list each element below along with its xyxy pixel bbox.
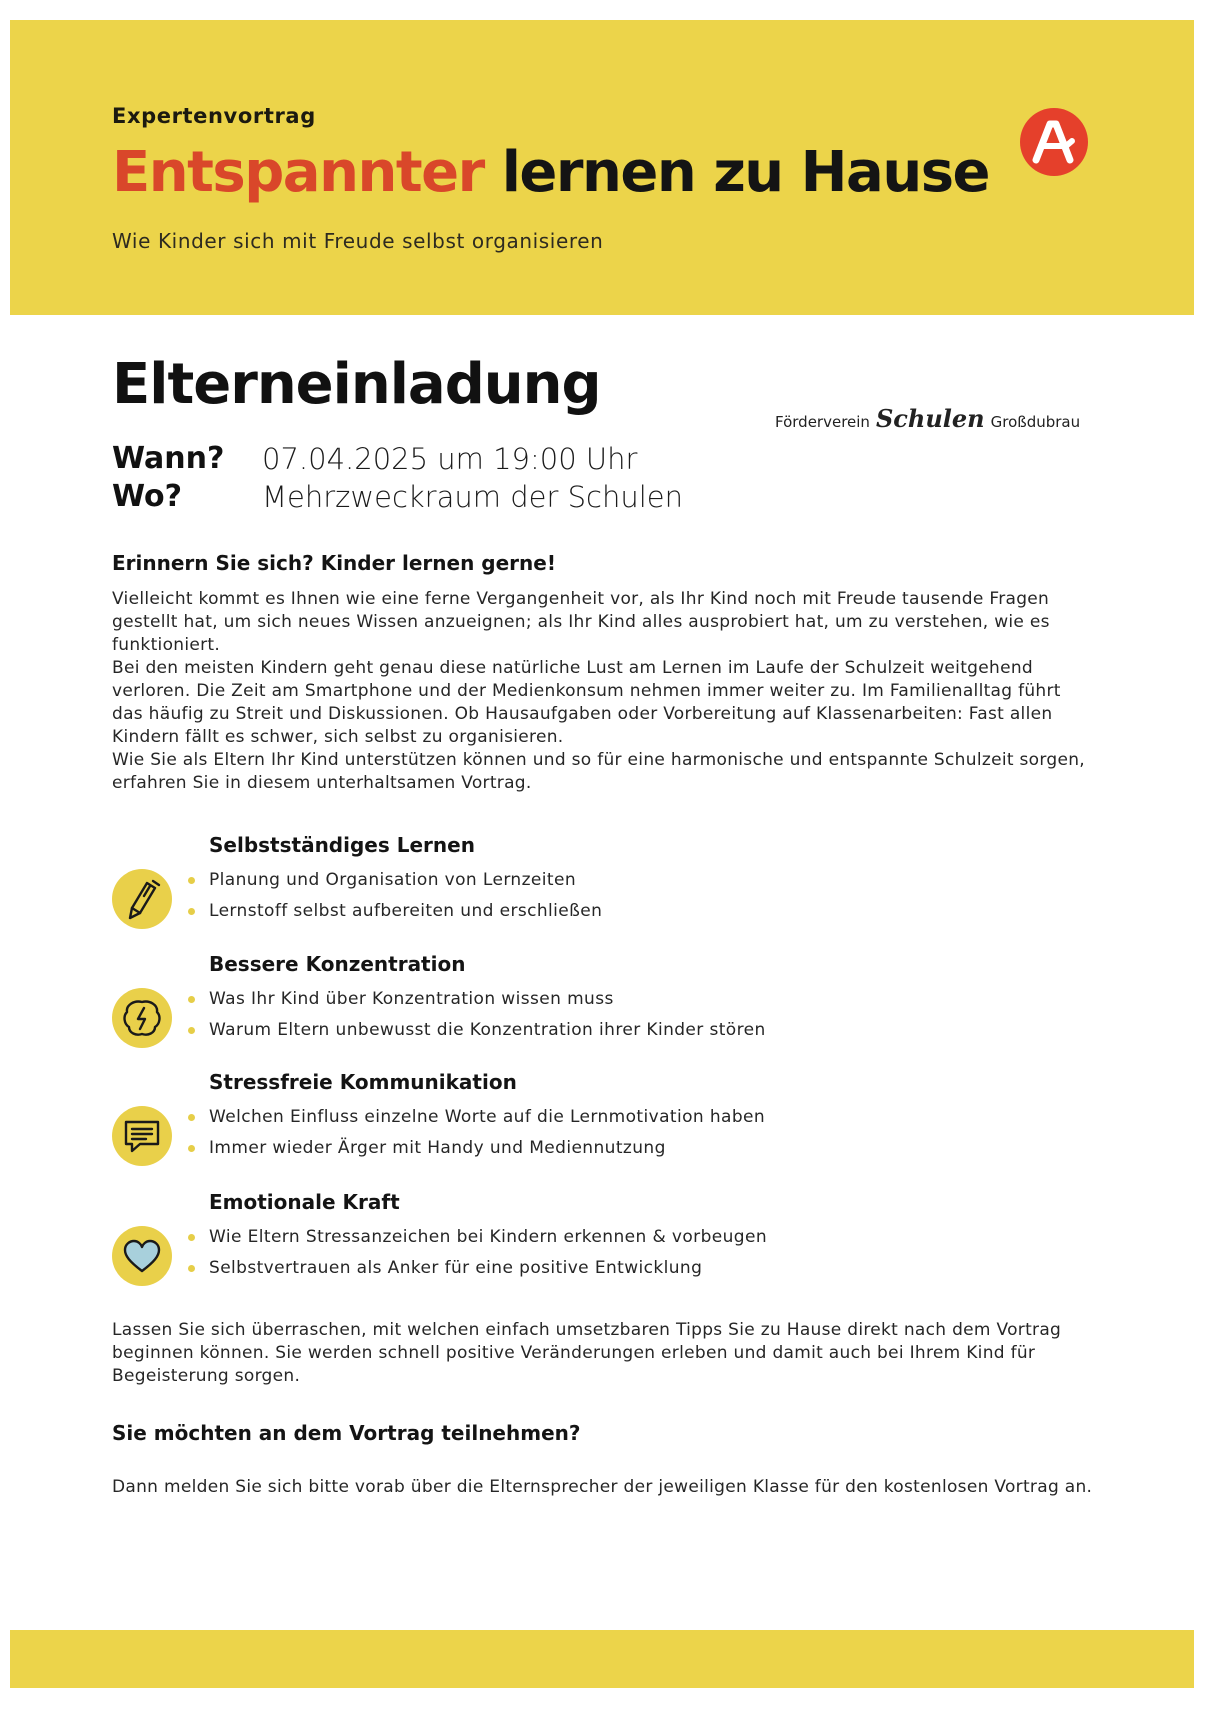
topic-title: Bessere Konzentration xyxy=(209,952,466,976)
list-item: Planung und Organisation von Lernzeiten xyxy=(188,866,602,897)
association-name xyxy=(775,404,1080,433)
bullet-icon xyxy=(188,1027,195,1034)
topic-title: Selbstständiges Lernen xyxy=(209,833,475,857)
where-label: Wo? xyxy=(112,479,183,514)
list-item: Immer wieder Ärger mit Handy und Mediennutzung xyxy=(188,1134,765,1165)
association-post: Großdubrau xyxy=(990,413,1081,431)
invitation-heading: Elterneinladung xyxy=(112,352,601,417)
title-rest: lernen zu Hause xyxy=(501,140,989,205)
intro-paragraph: Vielleicht kommt es Ihnen wie eine ferne Vergangenheit vor, als Ihr Kind noch mit Freude tausende Fragen gestellt hat, um sich neues Wissen anzueignen; als Ihr Kind alles ausprobiert hat, um zu verstehen, wie es funktioniert. xyxy=(112,589,1050,655)
page-title xyxy=(112,138,989,208)
list-item: Was Ihr Kind über Konzentration wissen muss xyxy=(188,985,766,1016)
al-logo-icon xyxy=(1020,108,1088,176)
list-item: Wie Eltern Stressanzeichen bei Kindern erkennen & vorbeugen xyxy=(188,1223,767,1254)
bullet-icon xyxy=(188,1145,195,1152)
brain-icon xyxy=(112,988,172,1048)
title-accent: Entspannter xyxy=(112,140,484,205)
bullet-icon xyxy=(188,1114,195,1121)
pen-icon xyxy=(112,869,172,929)
topic-title: Emotionale Kraft xyxy=(209,1190,400,1214)
list-item: Lernstoff selbst aufbereiten und erschließen xyxy=(188,897,602,928)
intro-paragraph: Wie Sie als Eltern Ihr Kind unterstützen können und so für eine harmonische und entspannte Schulzeit sorgen, erfahren Sie in diesem unterhaltsamen Vortrag. xyxy=(112,750,1085,793)
where-value: Mehrzweckraum der Schulen xyxy=(262,480,684,514)
intro-paragraph: Bei den meisten Kindern geht genau diese natürliche Lust am Lernen im Laufe der Schulzeit weitgehend verloren. Die Zeit am Smartphone und der Medienkonsum nehmen immer weiter zu. Im Familienalltag führt das häufig zu Streit und Diskussionen. Ob Hausaufgaben oder Vorbereitung auf Klassenarbeiten: Fast allen Kindern fällt es schwer, sich selbst zu organisieren. xyxy=(112,658,1061,747)
when-label: Wann? xyxy=(112,441,225,476)
association-pre: Förderverein xyxy=(775,413,870,431)
chat-bubble-icon xyxy=(112,1106,172,1166)
topic-title: Stressfreie Kommunikation xyxy=(209,1070,517,1094)
list-item: Selbstvertrauen als Anker für eine positive Entwicklung xyxy=(188,1254,767,1285)
bullet-icon xyxy=(188,908,195,915)
heart-icon xyxy=(112,1226,172,1286)
footer-band xyxy=(10,1630,1194,1688)
intro-heading: Erinnern Sie sich? Kinder lernen gerne! xyxy=(112,551,556,575)
registration-text: Dann melden Sie sich bitte vorab über die Elternsprecher der jeweiligen Klasse für den kostenlosen Vortrag an. xyxy=(112,1477,1093,1497)
bullet-icon xyxy=(188,1234,195,1241)
intro-text xyxy=(112,588,1097,795)
closing-text: Lassen Sie sich überraschen, mit welchen einfach umsetzbaren Tipps Sie zu Hause direkt nach dem Vortrag beginnen können. Sie werden schnell positive Veränderungen erleben und damit auch bei Ihrem Kind für Begeisterung sorgen. xyxy=(112,1320,1062,1386)
topic-list xyxy=(188,866,602,928)
association-script: Schulen xyxy=(875,404,985,433)
bullet-icon xyxy=(188,877,195,884)
when-value: 07.04.2025 um 19:00 Uhr xyxy=(262,442,638,476)
topic-list xyxy=(188,985,766,1047)
registration-heading: Sie möchten an dem Vortrag teilnehmen? xyxy=(112,1421,581,1445)
list-item: Welchen Einfluss einzelne Worte auf die Lernmotivation haben xyxy=(188,1103,765,1134)
subtitle: Wie Kinder sich mit Freude selbst organisieren xyxy=(112,229,604,253)
list-item: Warum Eltern unbewusst die Konzentration ihrer Kinder stören xyxy=(188,1016,766,1047)
topic-list xyxy=(188,1103,765,1165)
bullet-icon xyxy=(188,1265,195,1272)
topic-list xyxy=(188,1223,767,1285)
kicker: Expertenvortrag xyxy=(112,104,316,128)
bullet-icon xyxy=(188,996,195,1003)
